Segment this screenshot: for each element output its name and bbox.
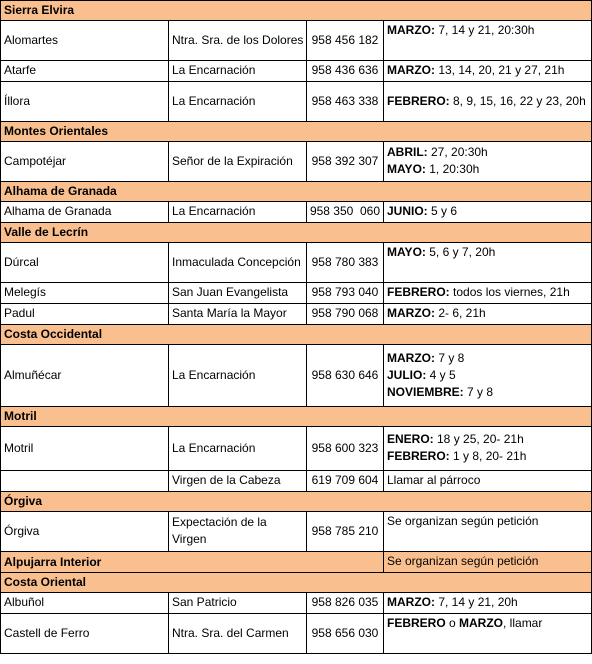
table-row bbox=[1, 142, 592, 182]
section-header-orgiva: Órgiva bbox=[1, 492, 592, 512]
schedule-line bbox=[387, 431, 589, 448]
dates-text: 2- 6, 21h bbox=[435, 306, 486, 320]
town-cell: Melegís bbox=[1, 283, 169, 304]
dates-text: , llamar bbox=[503, 616, 543, 630]
table-row bbox=[1, 61, 592, 82]
schedule-line bbox=[387, 367, 589, 384]
parish-cell: Señor de la Expiración bbox=[169, 142, 307, 182]
phone-cell: 958 780 383 bbox=[307, 243, 384, 283]
dates-text: 1 y 8, 20- 21h bbox=[449, 449, 527, 463]
dates-text: 13, 14, 20, 21 y 27, 21h bbox=[435, 63, 565, 77]
schedule-cell bbox=[384, 304, 592, 325]
parish-cell: La Encarnación bbox=[169, 427, 307, 471]
month-label: JUNIO: bbox=[387, 204, 428, 218]
parish-cell: Santa María la Mayor bbox=[169, 304, 307, 325]
month-label: MARZO bbox=[459, 616, 504, 630]
parish-cell: Ntra. Sra. de los Dolores bbox=[169, 21, 307, 61]
table-row bbox=[1, 593, 592, 614]
town-cell: Atarfe bbox=[1, 61, 169, 82]
parish-cell: Expectación de la Virgen bbox=[169, 512, 307, 552]
month-label: MARZO: bbox=[387, 350, 435, 365]
section-header-sierra-elvira: Sierra Elvira bbox=[1, 1, 592, 21]
section-header-costa-oriental: Costa Oriental bbox=[1, 573, 592, 593]
schedule-line bbox=[387, 384, 589, 401]
phone-cell: 958 793 040 bbox=[307, 283, 384, 304]
phone-cell: 958 350 060 bbox=[307, 202, 384, 223]
month-label: MARZO: bbox=[387, 595, 435, 609]
schedule-cell bbox=[384, 142, 592, 182]
table-row bbox=[1, 471, 592, 492]
schedule-line bbox=[387, 161, 589, 178]
schedule-cell bbox=[384, 345, 592, 407]
schedule-cell bbox=[384, 21, 592, 61]
section-row bbox=[1, 325, 592, 345]
dates-text: 7, 14 y 21, 20h bbox=[435, 595, 518, 609]
table-row bbox=[1, 82, 592, 122]
dates-text: 5 y 6 bbox=[427, 204, 458, 218]
parish-cell: San Patricio bbox=[169, 593, 307, 614]
section-row bbox=[1, 1, 592, 21]
schedule-cell bbox=[384, 243, 592, 283]
dates-text: 4 y 5 bbox=[426, 367, 456, 382]
schedule-cell bbox=[384, 614, 592, 654]
month-label: ABRIL: bbox=[387, 145, 428, 159]
schedule-line bbox=[387, 144, 589, 161]
section-header-alhama: Alhama de Granada bbox=[1, 182, 592, 202]
schedule-cell: Se organizan según petición bbox=[384, 512, 592, 552]
town-cell bbox=[1, 471, 169, 492]
section-header-valle-lecrin: Valle de Lecrín bbox=[1, 223, 592, 243]
section-row bbox=[1, 122, 592, 142]
month-label: NOVIEMBRE: bbox=[387, 384, 464, 399]
month-label: JULIO: bbox=[387, 367, 427, 382]
phone-cell: 958 785 210 bbox=[307, 512, 384, 552]
town-cell: Campotéjar bbox=[1, 142, 169, 182]
section-row bbox=[1, 182, 592, 202]
parish-cell: Virgen de la Cabeza bbox=[169, 471, 307, 492]
parish-cell: Ntra. Sra. del Carmen bbox=[169, 614, 307, 654]
parish-cell: Inmaculada Concepción bbox=[169, 243, 307, 283]
section-row bbox=[1, 223, 592, 243]
table-row bbox=[1, 202, 592, 223]
town-cell: Padul bbox=[1, 304, 169, 325]
schedule-cell bbox=[384, 427, 592, 471]
town-cell: Alhama de Granada bbox=[1, 202, 169, 223]
parish-cell: La Encarnación bbox=[169, 202, 307, 223]
phone-cell: 958 600 323 bbox=[307, 427, 384, 471]
schedule-cell: Llamar al párroco bbox=[384, 471, 592, 492]
table-row bbox=[1, 21, 592, 61]
section-row bbox=[1, 552, 592, 573]
town-cell: Órgiva bbox=[1, 512, 169, 552]
parish-cell: La Encarnación bbox=[169, 82, 307, 122]
section-row bbox=[1, 573, 592, 593]
month-label: MARZO: bbox=[387, 23, 435, 37]
parish-cell: La Encarnación bbox=[169, 345, 307, 407]
section-row bbox=[1, 407, 592, 427]
town-cell: Dúrcal bbox=[1, 243, 169, 283]
schedule-cell bbox=[384, 202, 592, 223]
table-row bbox=[1, 427, 592, 471]
dates-text: 27, 20:30h bbox=[427, 145, 488, 159]
phone-cell: 958 456 182 bbox=[307, 21, 384, 61]
month-label: FEBRERO: bbox=[387, 449, 450, 463]
parish-cell: San Juan Evangelista bbox=[169, 283, 307, 304]
table-row bbox=[1, 304, 592, 325]
schedule-cell bbox=[384, 82, 592, 122]
phone-cell: 958 826 035 bbox=[307, 593, 384, 614]
schedule-line bbox=[387, 448, 589, 465]
month-label: MAYO: bbox=[387, 245, 426, 259]
month-label: FEBRERO: bbox=[387, 285, 450, 299]
schedule-cell bbox=[384, 593, 592, 614]
phone-cell: 958 392 307 bbox=[307, 142, 384, 182]
section-header-motril: Motril bbox=[1, 407, 592, 427]
connector-text: o bbox=[445, 616, 460, 630]
section-row bbox=[1, 492, 592, 512]
phone-cell: 958 656 030 bbox=[307, 614, 384, 654]
town-cell: Almuñécar bbox=[1, 345, 169, 407]
month-label: FEBRERO bbox=[387, 616, 446, 630]
parish-cell: La Encarnación bbox=[169, 61, 307, 82]
town-cell: Motril bbox=[1, 427, 169, 471]
dates-text: 1, 20:30h bbox=[425, 162, 480, 176]
section-header-costa-occidental: Costa Occidental bbox=[1, 325, 592, 345]
dates-text: 7 y 8 bbox=[435, 350, 465, 365]
month-label: MARZO: bbox=[387, 63, 435, 77]
phone-cell: 958 436 636 bbox=[307, 61, 384, 82]
dates-text: 18 y 25, 20- 21h bbox=[433, 432, 524, 446]
dates-text: 5, 6 y 7, 20h bbox=[425, 245, 496, 259]
town-cell: Albuñol bbox=[1, 593, 169, 614]
table-row bbox=[1, 614, 592, 654]
month-label: MARZO: bbox=[387, 306, 435, 320]
table-row bbox=[1, 243, 592, 283]
section-header-montes-orientales: Montes Orientales bbox=[1, 122, 592, 142]
section-note: Se organizan según petición bbox=[384, 552, 592, 573]
dates-text: 7, 14 y 21, 20:30h bbox=[435, 23, 535, 37]
phone-cell: 958 463 338 bbox=[307, 82, 384, 122]
month-label: ENERO: bbox=[387, 432, 434, 446]
month-label: MAYO: bbox=[387, 162, 426, 176]
table-row bbox=[1, 345, 592, 407]
phone-cell: 958 630 646 bbox=[307, 345, 384, 407]
table-row bbox=[1, 512, 592, 552]
town-cell: Alomartes bbox=[1, 21, 169, 61]
schedule-cell bbox=[384, 61, 592, 82]
table-row bbox=[1, 283, 592, 304]
phone-cell: 958 790 068 bbox=[307, 304, 384, 325]
town-cell: Castell de Ferro bbox=[1, 614, 169, 654]
dates-text: 8, 9, 15, 16, 22 y 23, 20h bbox=[449, 93, 586, 108]
dates-text: todos los viernes, 21h bbox=[449, 285, 570, 299]
phone-cell: 619 709 604 bbox=[307, 471, 384, 492]
month-label: FEBRERO: bbox=[387, 93, 450, 108]
schedule-line bbox=[387, 350, 589, 367]
schedule-cell bbox=[384, 283, 592, 304]
town-cell: Íllora bbox=[1, 82, 169, 122]
section-header-alpujarra: Alpujarra Interior bbox=[1, 552, 384, 573]
dates-text: 7 y 8 bbox=[463, 384, 494, 399]
